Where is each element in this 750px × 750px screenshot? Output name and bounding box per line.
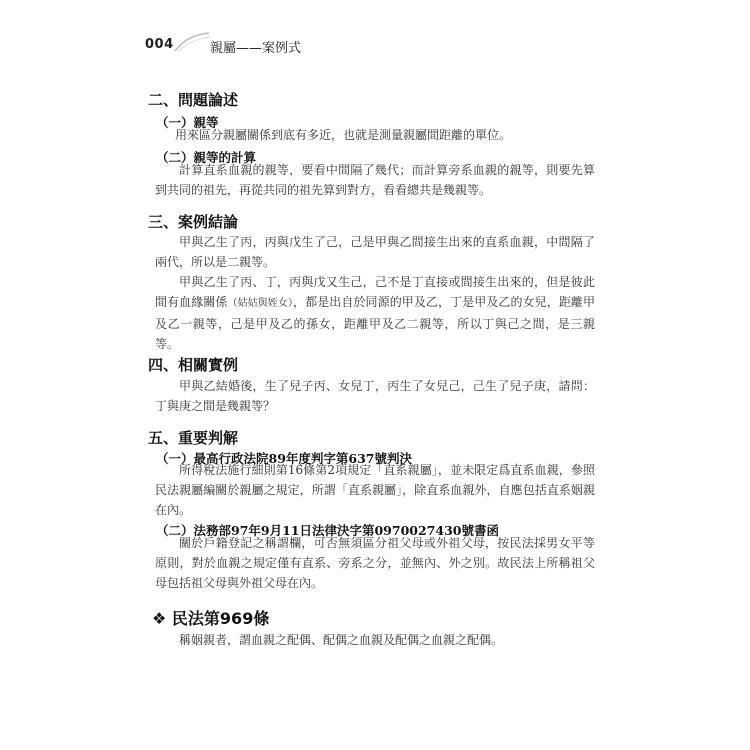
paragraph-conclusion-2	[155, 272, 595, 351]
paragraph-example: 甲與乙結婚後，生了兒子丙、女兒丁，丙生了女兒己，己生了兒子庚，請問：丁與庚之間是幾親等？	[155, 379, 595, 413]
section-heading-problem: 二、問題論述	[148, 91, 239, 109]
subheading-degree: （一）親等	[156, 115, 219, 130]
diamond-bullet-icon: ❖	[152, 609, 167, 628]
section-heading-rulings: 五、重要判解	[148, 429, 239, 447]
section-heading-conclusion: 三、案例結論	[148, 213, 239, 231]
paragraph-degree-calculation: 計算直系血親的親等，要看中間隔了幾代；而計算旁系血親的親等，則要先算到共同的祖先，再從共同的祖先算到對方，看看總共是幾親等。	[155, 163, 595, 197]
paragraph-conclusion-1: 甲與乙生了丙，丙與戊生了己，己是甲與乙間接生出來的直系血親，中間隔了兩代，所以是二親等。	[155, 235, 595, 269]
article-text: 稱姻親者，謂血親之配偶、配偶之血親及配偶之血親之配偶。	[179, 633, 504, 647]
conclusion-2-note: （姑姑與姪女）	[227, 298, 294, 309]
article-title: 民法第969條	[171, 609, 270, 628]
section-heading-examples: 四、相關實例	[148, 356, 239, 374]
ruling-1-text: 所得稅法施行細則第16條第2項規定「直系親屬」，並未限定爲直系血親，參照民法親屬編關於親屬之規定，所謂「直系親屬」，除直系血親外，自應包括直系姻親在內。	[155, 463, 595, 517]
subheading-degree-calculation: （二）親等的計算	[156, 150, 257, 165]
ruling-1-title: （一）最高行政法院89年度判字第637號判決	[156, 451, 412, 466]
article-heading	[152, 606, 269, 629]
header-swoosh-ornament	[173, 31, 215, 53]
conclusion-2-text-a: 甲與乙生了丙、丁，丙與戊又生己，己不是丁直接或間接生出來的，但是彼此間有血緣關係	[155, 275, 595, 309]
page-header	[145, 35, 615, 55]
conclusion-2-text-b: ，都是出自於同源的甲及乙，丁是甲及乙的女兒，距離甲及乙一親等，己是甲及乙的孫女，距離甲及乙二親等，所以丁與己之間，是三親等。	[155, 295, 595, 351]
paragraph-degree-definition: 用來區分親屬關係到底有多近，也就是測量親屬間距離的單位。	[175, 128, 512, 142]
ruling-2-text: 關於戶籍登記之稱謂欄，可否無須區分祖父母或外祖父母，按民法採男女平等原則，對於血親之規定僅有直系、旁系之分，並無內、外之別。故民法上所稱祖父母包括祖父母與外祖父母在內。	[155, 536, 595, 590]
running-title: 親屬——案例式	[210, 41, 302, 56]
page-number: 004	[145, 37, 174, 52]
ruling-2-title: （二）法務部97年9月11日法律決字第0970027430號書函	[156, 523, 499, 538]
